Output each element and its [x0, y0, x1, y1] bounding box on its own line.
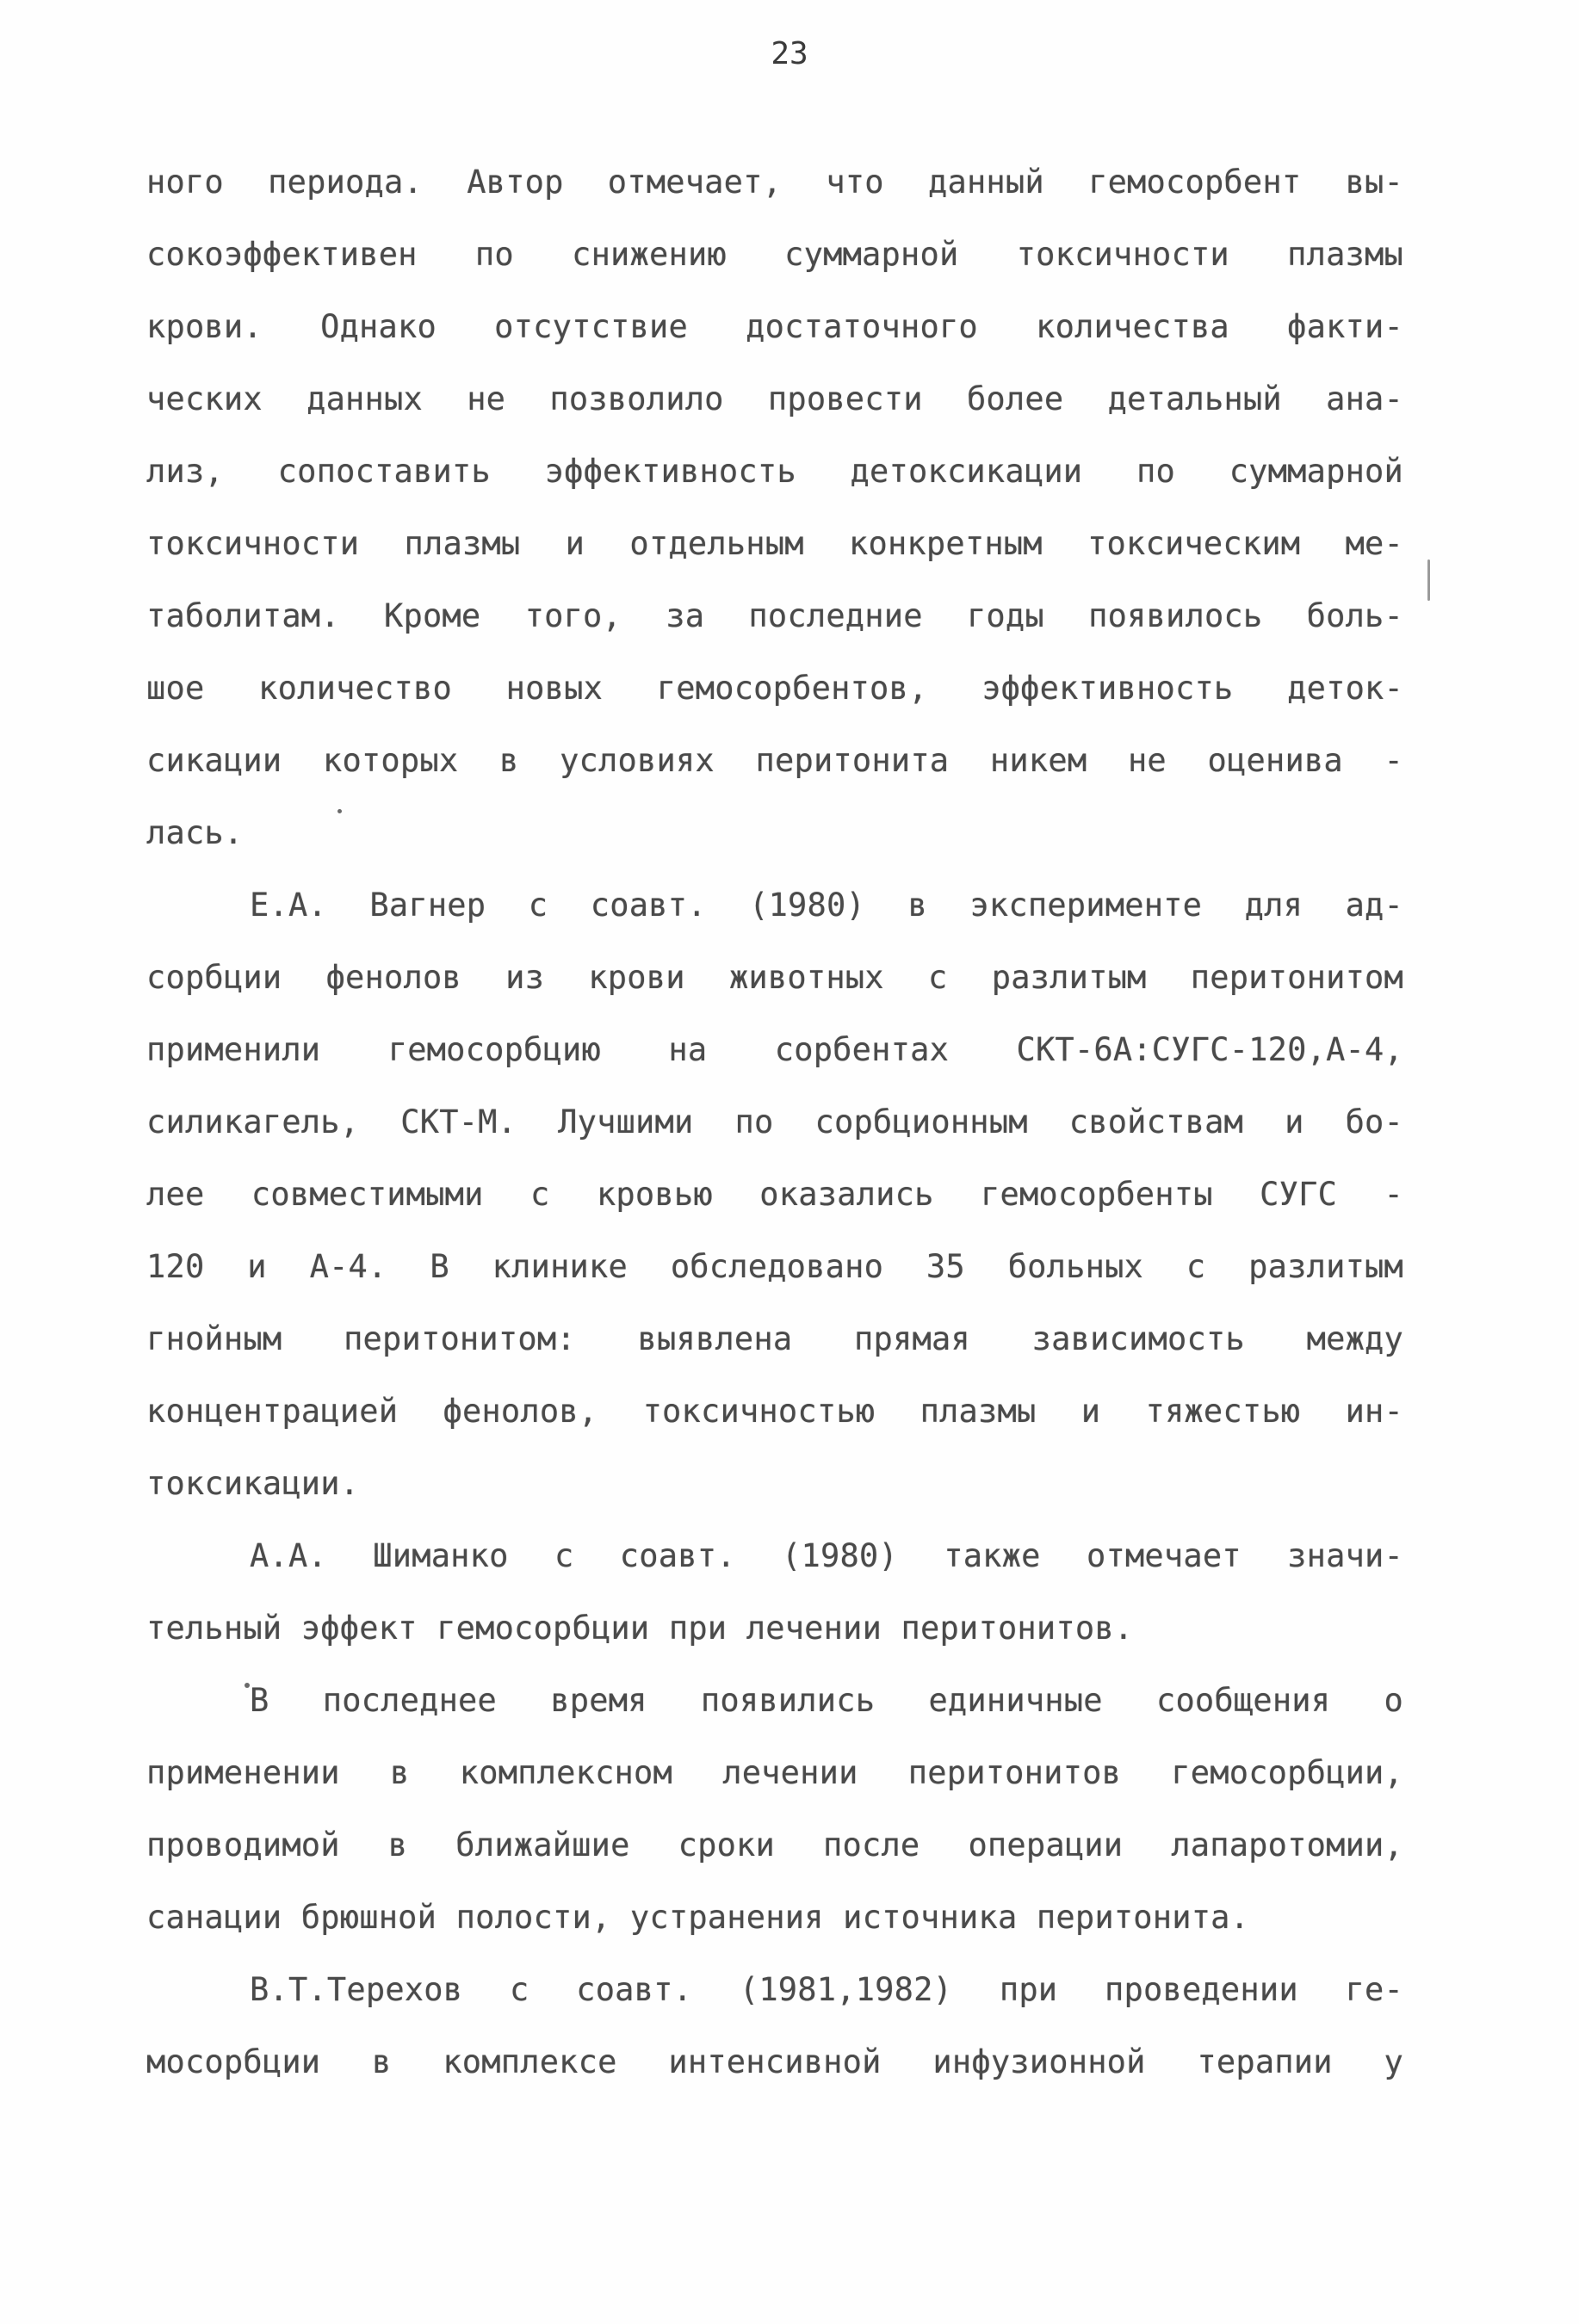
paragraph-3	[146, 1520, 1403, 1665]
text-line: гнойным перитонитом: выявлена прямая зависимость между	[146, 1320, 1403, 1357]
text-line: В.Т.Терехов с соавт. (1981,1982) при проведении ге-	[250, 1971, 1403, 2008]
text-line: ного периода. Автор отмечает, что данный гемосорбент вы-	[146, 164, 1403, 201]
text-line: лее совместимыми с кровью оказались гемосорбенты СУГС -	[146, 1176, 1403, 1213]
text-line: концентрацией фенолов, токсичностью плазмы и тяжестью ин-	[146, 1393, 1403, 1430]
text-line: 120 и А-4. В клинике обследовано 35 больных с разлитым	[146, 1248, 1403, 1285]
text-line: тельный эффект гемосорбции при лечении перитонитов.	[146, 1610, 1134, 1647]
text-line: ческих данных не позволило провести более детальный ана-	[146, 380, 1403, 417]
page-number: 23	[771, 36, 808, 71]
paragraph-4	[146, 1665, 1403, 1954]
scan-speck	[337, 809, 342, 813]
scan-speck	[1427, 559, 1430, 601]
text-line: таболитам. Кроме того, за последние годы появилось боль-	[146, 597, 1403, 634]
text-line: силикагель, СКТ-М. Лучшими по сорбционным свойствам и бо-	[146, 1103, 1403, 1140]
text-line: санации брюшной полости, устранения источника перитонита.	[146, 1899, 1250, 1936]
text-line: сорбции фенолов из крови животных с разлитым перитонитом	[146, 959, 1403, 996]
text-line: проводимой в ближайшие сроки после операции лапаротомии,	[146, 1826, 1403, 1864]
text-line: крови. Однако отсутствие достаточного количества факти-	[146, 308, 1403, 345]
text-line: мосорбции в комплексе интенсивной инфузионной терапии у	[146, 2043, 1403, 2080]
text-line: Е.А. Вагнер с соавт. (1980) в эксперименте для ад-	[250, 887, 1403, 924]
text-line: применении в комплексном лечении перитонитов гемосорбции,	[146, 1754, 1403, 1791]
paragraph-2	[146, 869, 1403, 1520]
text-line: В последнее время появились единичные сообщения о	[250, 1682, 1403, 1719]
paragraph-1	[146, 146, 1403, 869]
text-line: шое количество новых гемосорбентов, эффективность деток-	[146, 670, 1403, 707]
text-line: А.А. Шиманко с соавт. (1980) также отмечает значи-	[250, 1537, 1403, 1574]
text-line: применили гемосорбцию на сорбентах СКТ-6А:СУГС-120,А-4,	[146, 1031, 1403, 1068]
text-line: сикации которых в условиях перитонита никем не оценива -	[146, 742, 1403, 779]
body-text	[146, 146, 1403, 2098]
text-line: токсичности плазмы и отдельным конкретным токсическим ме-	[146, 525, 1403, 562]
paragraph-5	[146, 1954, 1403, 2098]
text-line: лась.	[146, 814, 244, 851]
text-line: лиз, сопоставить эффективность детоксикации по суммарной	[146, 453, 1403, 490]
scan-speck	[245, 1683, 250, 1688]
text-line: сокоэффективен по снижению суммарной токсичности плазмы	[146, 236, 1403, 273]
text-line: токсикации.	[146, 1465, 360, 1502]
